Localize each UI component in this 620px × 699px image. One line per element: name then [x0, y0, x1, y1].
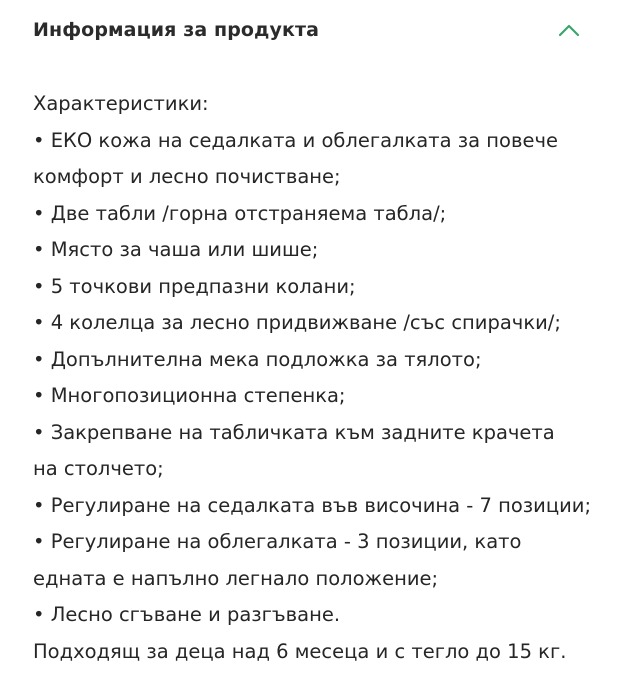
chevron-up-icon[interactable]: [556, 20, 582, 40]
description-line: комфорт и лесно почистване;: [33, 165, 341, 188]
description-line: едната е напълно легнало положение;: [33, 566, 439, 590]
description-line: • Лесно сгъване и разгъване.: [33, 603, 341, 626]
description-line: • Многопозиционна степенка;: [33, 384, 346, 407]
description-line: • Допълнителна мека подложка за тялото;: [33, 347, 482, 371]
accordion-title: Информация за продукта: [33, 19, 320, 41]
description-line: • Закрепване на табличката към задните крачета: [33, 420, 555, 444]
description-line: • Регулиране на седалката във височина - 7 позиции;: [33, 493, 592, 517]
description-line: • Регулиране на облегалката - 3 позиции, като: [33, 530, 522, 553]
description-line: • Място за чаша или шише;: [33, 238, 319, 261]
description-line: • ЕКО кожа на седалката и облегалката за повече: [33, 128, 558, 152]
description-footer: Подходящ за деца над 6 месеца и с тегло до 15 кг.: [33, 639, 567, 663]
accordion-header[interactable]: [0, 0, 620, 64]
product-description: [33, 86, 608, 670]
description-line: на столчето;: [33, 457, 164, 480]
description-line: • 4 колелца за лесно придвижване /със спирачки/;: [33, 311, 561, 334]
description-line: • 5 точкови предпазни колани;: [33, 274, 356, 298]
description-heading: Характеристики:: [33, 92, 209, 115]
description-line: • Две табли /горна отстраняема табла/;: [33, 201, 447, 225]
